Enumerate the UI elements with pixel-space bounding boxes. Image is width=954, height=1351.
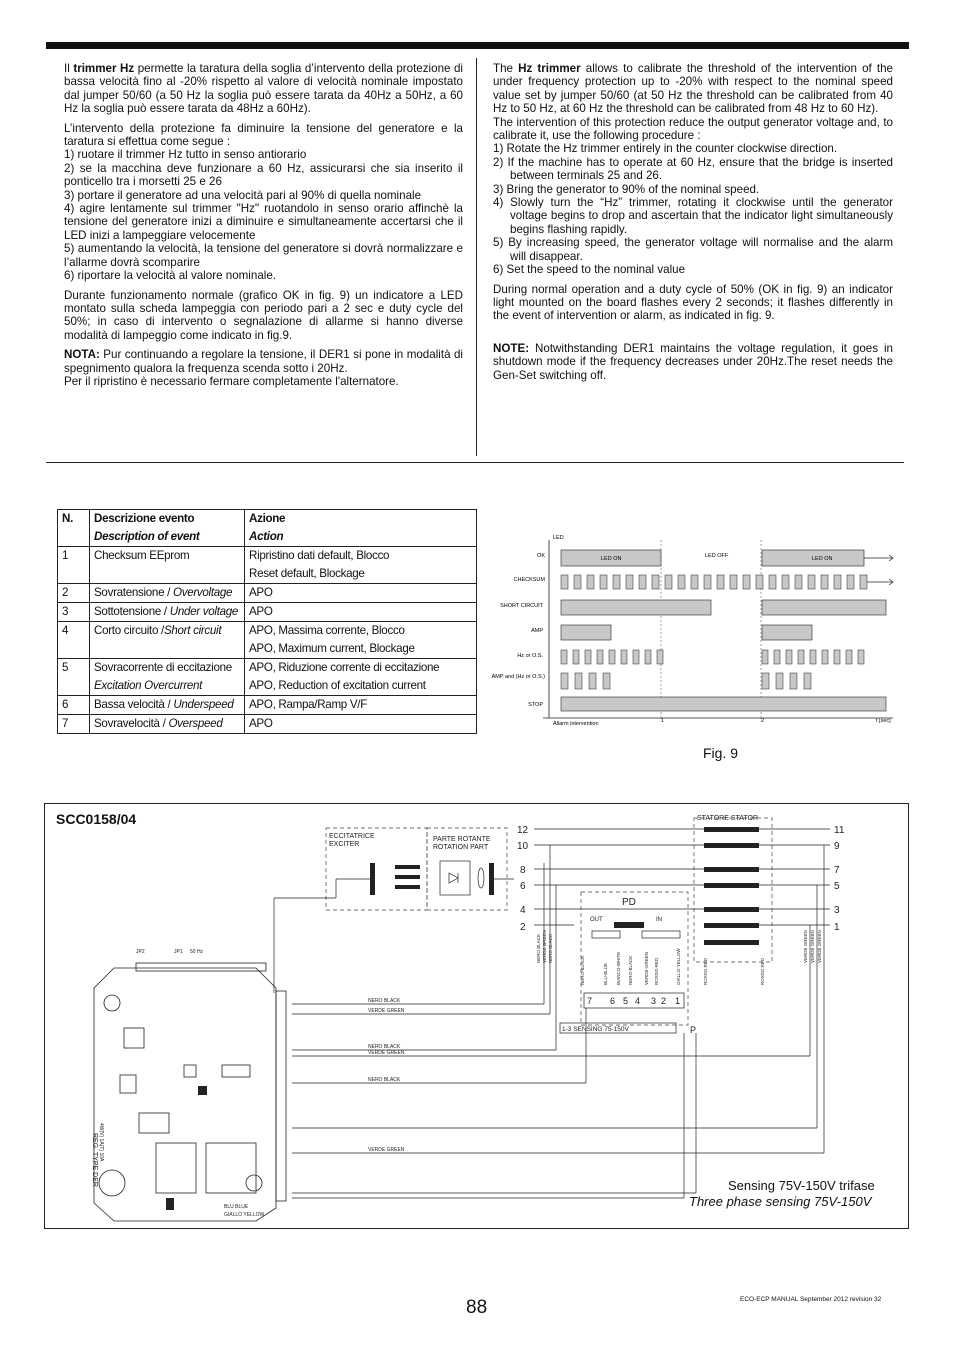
- figure-caption: Fig. 9: [703, 745, 739, 761]
- led-axis-label: LED: [553, 535, 564, 541]
- led-off-label: LED OFF: [705, 553, 729, 559]
- terminal-7: 7: [834, 865, 840, 876]
- p-label: P: [690, 1025, 697, 1035]
- terminal-12: 12: [517, 825, 529, 836]
- row-label-short-circuit: SHORT CIRCUIT: [500, 603, 543, 609]
- stator-label: STATORE STATOR: [697, 815, 759, 822]
- it-paragraph-3: Durante funzionamento normale (grafico OK in fig. 9) un indicatore a LED montato sulla scheda lampeggia con periodo pari a 2 sec e duty cycle del 50%; in caso di intervento o segnalazione di allarme si hanno diverse modalità di lampeggio come indicato in fig.9.: [64, 288, 463, 342]
- jumper-label: JP1: [174, 949, 183, 955]
- rotor-label-en: ROTATION PART: [433, 844, 489, 851]
- row-label-checksum: CHECKSUM: [513, 577, 545, 583]
- table-row: 2 Sovratensione / Overvoltage APO: [58, 584, 477, 603]
- terminal-10: 10: [517, 841, 529, 852]
- wire-label: VERDE GREEN: [368, 1008, 405, 1014]
- wire-label: NERO BLACK: [536, 933, 541, 963]
- alarm-intervention-label: Allarm intervention: [553, 721, 599, 727]
- it-step: 6) riportare la velocità al valore nominale.: [64, 269, 277, 283]
- table-row: 4 Corto circuito /Short circuit APO, Massima corrente, Blocco APO, Maximum current, Blockage: [58, 622, 477, 659]
- wire-label: VERDE GREEN: [542, 930, 547, 963]
- pd-terminal: 2: [661, 996, 667, 1006]
- led-on-label: LED ON: [812, 556, 833, 562]
- exciter-label-en: EXCITER: [329, 841, 360, 848]
- terminal-3: 3: [834, 905, 840, 916]
- pd-out-label: OUT: [590, 917, 603, 923]
- wire-label: BIANCO-WHITE: [616, 951, 621, 985]
- terminal-1: 1: [834, 922, 840, 933]
- table-row: 3 Sottotensione / Under voltage APO: [58, 603, 477, 622]
- wire-label: NERO BLACK: [368, 1077, 401, 1083]
- en-step: 4) Slowly turn the “Hz” trimmer, rotating it clockwise until the generator voltage begins to drop and ascertain that the indicator light simultaneously begins flashing rapidly.: [493, 196, 893, 236]
- column-divider: [476, 58, 477, 456]
- terminal-9: 9: [834, 841, 840, 852]
- wire-label: GIALLO-YELLOW: [676, 948, 681, 985]
- sensing-note: 1-3 SENSING 75-150V: [562, 1026, 629, 1033]
- en-step: 6) Set the speed to the nominal value: [493, 263, 686, 277]
- it-step: 3) portare il generatore ad una velocità pari al 90% di quella nominale: [64, 188, 422, 202]
- it-note: NOTA: Pur continuando a regolare la tensione, il DER1 si pone in modalità di spegnimento qualora la frequenza scenda sotto i 20Hz.: [64, 348, 463, 375]
- wiring-schematic: [44, 803, 908, 1228]
- wire-label: NERO-BLACK: [628, 955, 633, 985]
- en-note: NOTE: Notwithstanding DER1 maintains the voltage regulation, it goes in shutdown mode if the frequency decreases under 20Hz.The reset needs the Gen-Set switching off.: [493, 341, 893, 382]
- wire-label: ROSSO RED: [760, 957, 765, 985]
- wire-label: VERDE-GREEN: [644, 951, 649, 985]
- wire-label: VERDE GREEN: [803, 930, 808, 963]
- terminal-4: 4: [520, 905, 526, 916]
- blue-wire-label: BLU BLUE: [224, 1204, 249, 1210]
- pd-terminal: 1: [675, 996, 681, 1006]
- board-fuse-label: 4W(V) 1A(T) 10A: [98, 1123, 104, 1162]
- pd-label: PD: [622, 897, 636, 908]
- yellow-wire-label: GIALLO YELLOW: [224, 1212, 265, 1218]
- footer-text: ECO-ECP MANUAL September 2012 revision 32: [740, 1296, 882, 1303]
- jumper-label: JP2: [136, 949, 145, 955]
- wire-label: NERO BLACK: [368, 1044, 401, 1050]
- board-type-label: REG. TYPE DER: [91, 1133, 98, 1187]
- it-step: 2) se la macchina deve funzionare a 60 Hz, assicurarsi che sia inserito il ponticello tra i morsetti 25 e 26: [64, 161, 463, 189]
- wire-label: VERDE GREEN: [368, 1050, 405, 1056]
- pd-terminal: 6: [610, 996, 616, 1006]
- jumper-label: 50 Hz: [190, 949, 204, 955]
- row-label-ok: OK: [537, 553, 545, 559]
- pd-terminal: 5: [623, 996, 629, 1006]
- wire-label: NERO BLACK: [548, 933, 553, 963]
- wire-label: BLU-BLUE: [603, 962, 608, 985]
- en-step: 3) Bring the generator to 90% of the nominal speed.: [493, 182, 760, 196]
- en-step: 1) Rotate the Hz trimmer entirely in the counter clockwise direction.: [493, 142, 838, 156]
- en-step: 5) By increasing speed, the generator voltage will normalise and the alarm will disappear.: [493, 236, 893, 263]
- time-axis-label: t [sec]: [876, 718, 891, 724]
- wire-label: NERO-BLACK: [580, 955, 585, 985]
- wire-label: ROSSO-RED: [654, 957, 659, 985]
- table-row: 6 Bassa velocità / Underspeed APO, Rampa/Ramp V/F: [58, 696, 477, 715]
- english-text-column: [493, 62, 893, 382]
- row-label-amp-hz: AMP and (Hz or O.S.): [491, 674, 545, 680]
- pd-terminal: 7: [587, 996, 593, 1006]
- table-row: 5 Sovracorrente di eccitazione Excitation Overcurrent APO, Riduzione corrente di eccitazione APO, Reduction of excitation current: [58, 659, 477, 696]
- pd-terminal: 3: [651, 996, 657, 1006]
- wire-label: VERDE GREEN: [817, 930, 822, 963]
- it-paragraph-2: L’intervento della protezione fa diminuire la tensione del generatore e la taratura si effettua come segue :: [64, 121, 463, 149]
- pd-in-label: IN: [656, 917, 662, 923]
- tick-2: 2: [761, 718, 765, 724]
- it-paragraph-1: Il trimmer Hz permette la taratura della soglia d’intervento della protezione di bassa velocità fino al -20% rispetto al valore di velocità nominale impostato dal jumper 50/60 (a 50 Hz la soglia può essere tarata da 40Hz a 50Hz, a 60 Hz la soglia può essere tarata da 48Hz a 60Hz).: [64, 62, 464, 116]
- led-timing-diagram: [483, 530, 903, 730]
- table-row: 1 Checksum EEprom Ripristino dati default, Blocco Reset default, Blockage: [58, 547, 477, 584]
- en-paragraph-1: The Hz trimmer allows to calibrate the threshold of the intervention of the under frequency protection up to -20% with respect to the nominal speed value set by jumper 50/60 (at 50 Hz the threshold can be calibrated from 40 Hz to 50 Hz, at 60 Hz the threshold can be calibrated from 48 Hz to 60 Hz).: [493, 62, 894, 116]
- it-step: 4) agire lentamente sul trimmer "Hz" ruotandolo in senso orario affinchè la tensione del generatore inizi a diminuire e simultaneamente accertarsi che il LED inizi a lampeggiare velocemente: [64, 202, 463, 242]
- table-row: 7 Sovravelocità / Overspeed APO: [58, 715, 477, 734]
- row-label-hz: Hz or O.S.: [517, 653, 543, 659]
- wire-label: NERO BLACK: [368, 998, 401, 1004]
- sensing-label-en: Three phase sensing 75V-150V: [689, 1194, 872, 1209]
- wire-label: ROSSO RED: [703, 957, 708, 985]
- wire-label: VERDE GREEN: [810, 930, 815, 963]
- terminal-8: 8: [520, 865, 526, 876]
- terminal-2: 2: [520, 922, 526, 933]
- terminal-6: 6: [520, 881, 526, 892]
- top-rule: [46, 42, 909, 49]
- event-table: [57, 509, 477, 734]
- rotor-label-it: PARTE ROTANTE: [433, 836, 491, 843]
- it-note-2: Per il ripristino è necessario fermare completamente l'alternatore.: [64, 374, 399, 388]
- en-step: 2) If the machine has to operate at 60 Hz, ensure that the bridge is inserted between terminals 25 and 26.: [493, 155, 893, 183]
- pd-terminal: 4: [635, 996, 641, 1006]
- it-step: 5) aumentando la velocità, la tensione del generatore si dovrà normalizzare e l’allarme dovrà scomparire: [64, 242, 463, 269]
- italian-text-column: [64, 62, 463, 388]
- section-divider: [46, 462, 904, 463]
- terminal-11: 11: [834, 825, 845, 836]
- row-label-amp: AMP: [531, 628, 543, 634]
- schematic-title: SCC0158/04: [56, 811, 137, 827]
- wire-label: VERDE GREEN: [368, 1147, 405, 1153]
- led-on-label: LED ON: [601, 556, 622, 562]
- tick-1: 1: [661, 718, 665, 724]
- exciter-label-it: ECCITATRICE: [329, 833, 375, 840]
- table-header-row: N. Descrizione evento Description of event Azione Action: [58, 510, 477, 547]
- it-step: 1) ruotare il trimmer Hz tutto in senso antiorario: [64, 148, 307, 162]
- en-paragraph-2: The intervention of this protection reduce the output generator voltage and, to calibrate it, use the following procedure :: [493, 115, 893, 143]
- en-paragraph-3: During normal operation and a duty cycle of 50% (OK in fig. 9) an indicator light mounted on the board flashes every 2 seconds; it flashes differently in the event of intervention or alarm, as indicated in fig. 9.: [493, 282, 893, 323]
- terminal-5: 5: [834, 881, 840, 892]
- row-label-stop: STOP: [528, 702, 543, 708]
- sensing-label-it: Sensing 75V-150V trifase: [728, 1178, 875, 1193]
- page-number: 88: [466, 1297, 488, 1318]
